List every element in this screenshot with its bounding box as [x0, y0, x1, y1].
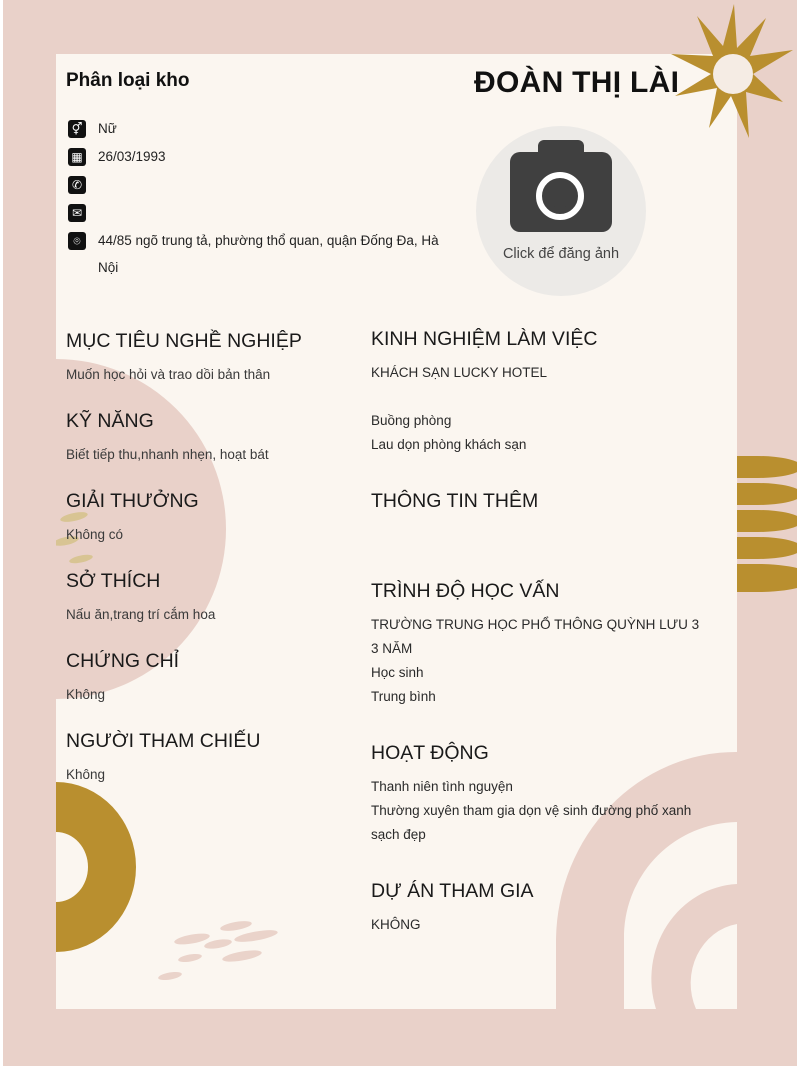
gold-scallop-decoration [736, 456, 797, 592]
pink-dots-decoration [154, 916, 284, 986]
education-school[interactable]: TRƯỜNG TRUNG HỌC PHỔ THÔNG QUỲNH LƯU 3 [371, 617, 700, 632]
section-title-experience[interactable]: KINH NGHIỆM LÀM VIỆC [371, 328, 598, 350]
activity-item[interactable]: sạch đẹp [371, 827, 426, 842]
section-title-projects[interactable]: DỰ ÁN THAM GIA [371, 880, 534, 902]
section-title-references[interactable]: NGƯỜI THAM CHIẾU [66, 730, 261, 752]
section-title-career-goal[interactable]: MỤC TIÊU NGHỀ NGHIỆP [66, 330, 302, 352]
section-title-education[interactable]: TRÌNH ĐỘ HỌC VẤN [371, 580, 560, 602]
section-title-hobbies[interactable]: SỞ THÍCH [66, 570, 161, 592]
experience-description[interactable]: Lau dọn phòng khách sạn [371, 437, 527, 452]
education-level[interactable]: Học sinh [371, 665, 424, 680]
pink-arch-decoration [556, 734, 737, 1009]
section-title-additional-info[interactable]: THÔNG TIN THÊM [371, 490, 539, 512]
section-title-awards[interactable]: GIẢI THƯỞNG [66, 490, 199, 512]
activity-item[interactable]: Thanh niên tình nguyện [371, 779, 513, 794]
skills-text[interactable]: Biết tiếp thu,nhanh nhẹn, hoạt bát [66, 447, 269, 462]
camera-lens-center [548, 184, 572, 208]
career-goal-text[interactable]: Muốn học hỏi và trao dồi bản thân [66, 367, 271, 382]
hobbies-text[interactable]: Nấu ăn,trang trí cắm hoa [66, 607, 216, 622]
address-line-1: 44/85 ngõ trung tả, phường thổ quan, quận Đống Đa, Hà [98, 233, 439, 248]
awards-text[interactable]: Không có [66, 527, 124, 542]
resume-page [3, 0, 797, 1066]
address-line-2: Nội [98, 260, 119, 275]
references-text[interactable]: Không [66, 767, 106, 782]
experience-position[interactable]: Buồng phòng [371, 413, 452, 428]
section-title-activities[interactable]: HOẠT ĐỘNG [371, 742, 489, 764]
certificates-text[interactable]: Không [66, 687, 106, 702]
education-duration[interactable]: 3 NĂM [371, 641, 413, 656]
gold-starburst-decoration [671, 4, 793, 138]
avatar-upload[interactable] [476, 126, 646, 296]
projects-text[interactable]: KHÔNG [371, 917, 421, 932]
category-title[interactable]: Phân loại kho [66, 70, 190, 91]
section-title-skills[interactable]: KỸ NĂNG [66, 410, 154, 432]
activity-item[interactable]: Thường xuyên tham gia dọn vệ sinh đường phố xanh [371, 803, 692, 818]
avatar-upload-label: Click để đăng ảnh [502, 246, 620, 262]
experience-company[interactable]: KHÁCH SẠN LUCKY HOTEL [371, 365, 548, 380]
location-pin-icon: ⌾ [68, 232, 86, 250]
education-grade[interactable]: Trung bình [371, 689, 436, 704]
birthday-value: 26/03/1993 [98, 149, 166, 164]
birthday-cake-icon: ▦ [68, 148, 86, 166]
resume-sheet [56, 54, 737, 1009]
phone-icon: ✆ [68, 176, 86, 194]
email-icon: ✉ [68, 204, 86, 222]
gender-value: Nữ [98, 121, 117, 136]
section-title-certificates[interactable]: CHỨNG CHỈ [66, 650, 180, 672]
candidate-name[interactable]: ĐOÀN THỊ LÀI [474, 66, 680, 99]
gold-half-ring-decoration [56, 782, 136, 952]
gender-icon: ⚥ [68, 120, 86, 138]
